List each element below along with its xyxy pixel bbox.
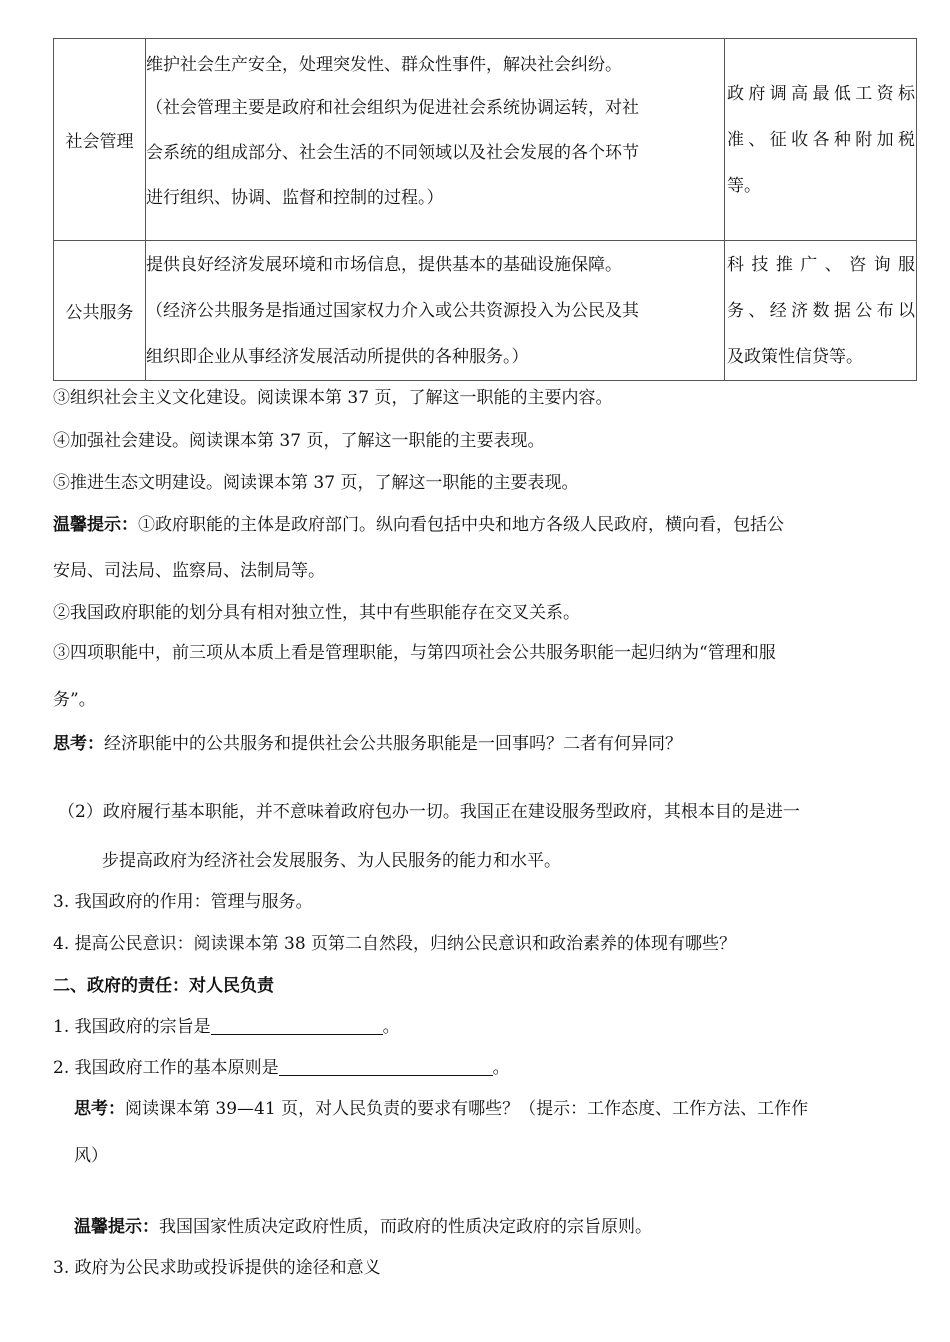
question-1 (53, 1012, 400, 1037)
tip-2 (74, 1212, 652, 1237)
paragraph-4: 4. 提高公民意识：阅读课本第 38 页第二自然段，归纳公民意识和政治素养的体现有哪些？ (53, 934, 737, 954)
desc-line: 组织即企业从事经济发展活动所提供的各种服务。） (146, 346, 529, 367)
example-line: 务、经济数据公布以 (727, 300, 915, 321)
question-text: 1. 我国政府的宗旨是 (53, 1017, 211, 1037)
tip-1-cont: 安局、司法局、监察局、法制局等。 (53, 561, 325, 581)
example-line: 等。 (727, 175, 761, 196)
item-culture: ③组织社会主义文化建设。阅读课本第 37 页，了解这一职能的主要内容。 (53, 388, 613, 408)
tip-1-point-3-cont: 务”。 (53, 690, 96, 710)
paragraph-2-cont: 步提高政府为经济社会发展服务、为人民服务的能力和水平。 (102, 851, 561, 871)
tip-text: 我国国家性质决定政府性质，而政府的性质决定政府的宗旨原则。 (159, 1217, 652, 1237)
desc-line: （经济公共服务是指通过国家权力介入或公共资源投入为公民及其 (146, 300, 639, 321)
question-end: 。 (492, 1058, 510, 1078)
tip-1-point-3: ③四项职能中，前三项从本质上看是管理职能，与第四项社会公共服务职能一起归纳为“管理和服 (53, 643, 776, 663)
table-row (54, 241, 917, 381)
think-label: 思考： (53, 734, 104, 754)
tip-text: ①政府职能的主体是政府部门。纵向看包括中央和地方各级人民政府，横向看，包括公 (138, 515, 784, 535)
row-label: 公共服务 (65, 303, 134, 323)
think-label: 思考： (74, 1099, 125, 1119)
tip-label: 温馨提示： (53, 515, 138, 535)
think-2 (74, 1094, 808, 1119)
example-line: 准、征收各种附加税 (727, 129, 915, 150)
row-example-cell (725, 241, 917, 381)
table-row (54, 39, 917, 241)
think-text: 经济职能中的公共服务和提供社会公共服务职能是一回事吗？二者有何异同？ (104, 734, 682, 754)
row-label: 社会管理 (65, 132, 134, 152)
paragraph-3: 3. 我国政府的作用：管理与服务。 (53, 892, 313, 912)
functions-table (53, 38, 917, 381)
paragraph-2: （2）政府履行基本职能，并不意味着政府包办一切。我国正在建设服务型政府，其根本目的是进一 (58, 802, 800, 822)
answer-blank[interactable] (279, 1057, 493, 1076)
section-heading: 二、政府的责任：对人民负责 (53, 976, 274, 996)
answer-blank[interactable] (211, 1016, 383, 1035)
desc-line: 会系统的组成部分、社会生活的不同领域以及社会发展的各个环节 (146, 143, 639, 163)
example-line: 科技推广、咨询服 (727, 254, 915, 275)
item-social: ④加强社会建设。阅读课本第 37 页，了解这一职能的主要表现。 (53, 431, 545, 451)
row-desc-cell (146, 39, 725, 241)
row-label-cell (54, 39, 146, 241)
desc-line: （社会管理主要是政府和社会组织为促进社会系统协调运转，对社 (146, 98, 639, 118)
row-example-cell (725, 39, 917, 241)
tip-1 (53, 510, 784, 535)
row-label-cell (54, 241, 146, 381)
think-text: 阅读课本第 39—41 页，对人民负责的要求有哪些？（提示：工作态度、工作方法、工作作 (125, 1099, 809, 1119)
think-2-cont: 风） (74, 1146, 108, 1166)
desc-line: 进行组织、协调、监督和控制的过程。） (146, 188, 444, 208)
think-1 (53, 729, 682, 754)
desc-line: 提供良好经济发展环境和市场信息，提供基本的基础设施保障。 (146, 254, 622, 275)
row-desc-cell (146, 241, 725, 381)
question-end: 。 (382, 1017, 400, 1037)
question-text: 2. 我国政府工作的基本原则是 (53, 1058, 279, 1078)
item-ecology: ⑤推进生态文明建设。阅读课本第 37 页，了解这一职能的主要表现。 (53, 473, 579, 493)
question-3: 3. 政府为公民求助或投诉提供的途径和意义 (53, 1258, 381, 1278)
tip-1-point-2: ②我国政府职能的划分具有相对独立性，其中有些职能存在交叉关系。 (53, 603, 580, 623)
question-2 (53, 1053, 510, 1078)
example-line: 及政策性信贷等。 (727, 346, 863, 367)
desc-line: 维护社会生产安全，处理突发性、群众性事件，解决社会纠纷。 (146, 55, 622, 75)
example-line: 政府调高最低工资标 (727, 83, 915, 104)
tip-label: 温馨提示： (74, 1217, 159, 1237)
